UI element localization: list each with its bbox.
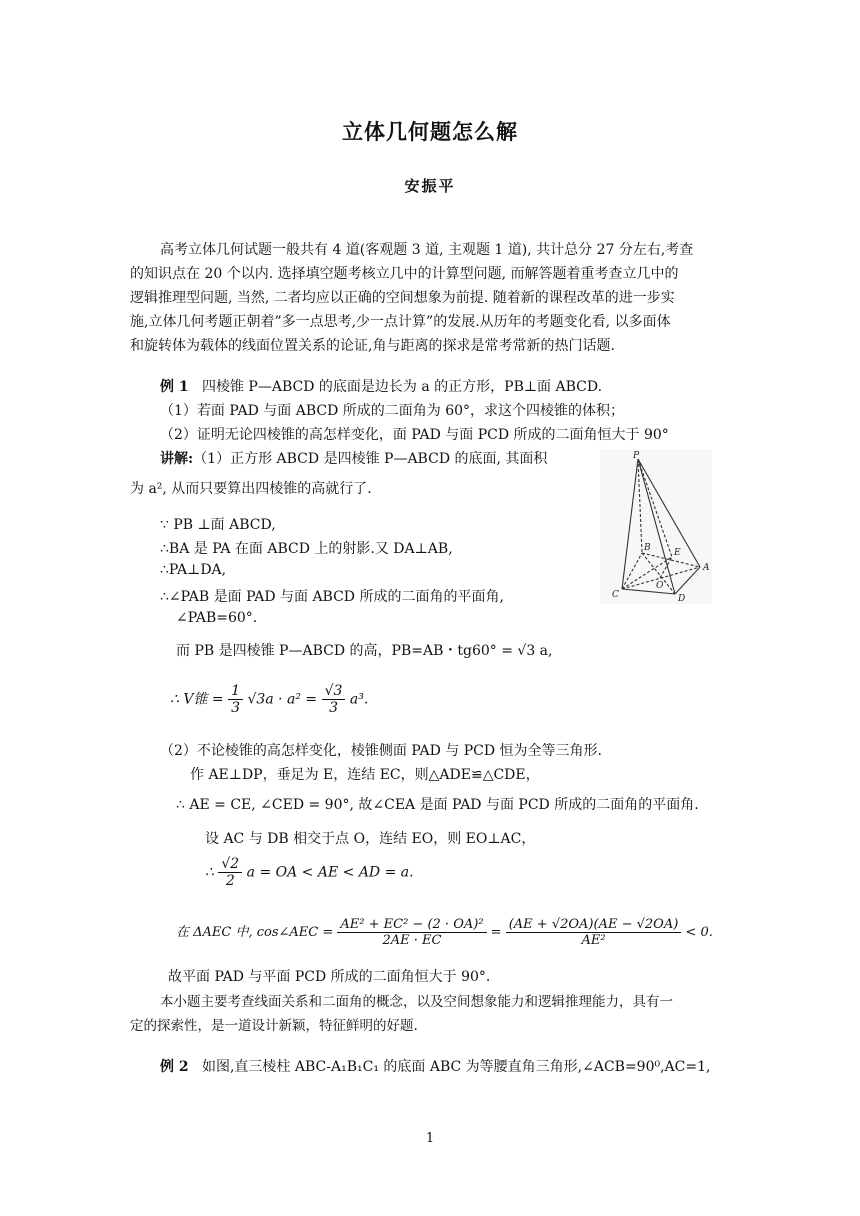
example1-statement: 四棱锥 P—ABCD 的底面是边长为 a 的正方形，PB⊥面 ABCD. bbox=[201, 379, 603, 395]
intro-line-5: 和旋转体为载体的线面位置关系的论证,角与距离的探求是常考常新的热门话题. bbox=[130, 338, 615, 354]
intro-line-2: 的知识点在 20 个以内. 选择填空题考核立几中的计算型问题, 而解答题着重考查立几中的 bbox=[130, 266, 679, 282]
volume-fraction-1-num: 1 bbox=[228, 683, 243, 700]
inequality-fraction bbox=[218, 856, 242, 889]
conclusion-line: 故平面 PAD 与平面 PCD 所成的二面角恒大于 90°. bbox=[168, 969, 491, 985]
part2-line-2: 作 AE⊥DP，垂足为 E，连结 EC，则△ADE≌△CDE， bbox=[190, 767, 540, 783]
cosine-fraction-2-den: AE² bbox=[581, 933, 606, 948]
solution-line-1 bbox=[160, 448, 547, 468]
volume-end: a³. bbox=[349, 691, 369, 708]
figure-label-d: D bbox=[678, 594, 686, 604]
volume-formula bbox=[170, 683, 368, 716]
example2-heading bbox=[160, 1056, 710, 1076]
example1-question-1: （1）若面 PAD 与面 ABCD 所成的二面角为 60°，求这个四棱锥的体积； bbox=[160, 403, 625, 419]
inequality-fraction-num: √2 bbox=[218, 856, 242, 873]
volume-middle: √3a · a² = bbox=[247, 691, 318, 708]
inequality-formula bbox=[205, 856, 414, 889]
example1-question-2: （2）证明无论四棱锥的高怎样变化，面 PAD 与面 PCD 所成的二面角恒大于 90° bbox=[160, 427, 669, 443]
part2-line-3: ∴ AE = CE, ∠CED = 90°, 故∠CEA 是面 PAD 与面 PCD 所成的二面角的平面角. bbox=[176, 797, 699, 813]
inequality-fraction-den: 2 bbox=[225, 873, 235, 889]
cosine-fraction-1-num: AE² + EC² − (2 · OA)² bbox=[337, 917, 486, 933]
volume-fraction-1-den: 3 bbox=[231, 700, 241, 716]
example1-heading bbox=[160, 376, 602, 396]
example1-label: 例 1 bbox=[160, 379, 189, 395]
solution-line-6: ∴∠PAB 是面 PAD 与面 ABCD 所成的二面角的平面角, bbox=[160, 589, 504, 605]
intro-line-3: 逻辑推理型问题, 当然, 二者均应以正确的空间想象为前提. 随着新的课程改革的进一步实 bbox=[130, 290, 675, 306]
volume-fraction-2 bbox=[322, 683, 346, 716]
cosine-fraction-2 bbox=[506, 917, 682, 948]
example2-statement: 如图,直三棱柱 ABC-A₁B₁C₁ 的底面 ABC 为等腰直角三角形,∠ACB=90⁰,AC=1, bbox=[201, 1059, 711, 1075]
solution-line-8: 而 PB 是四棱锥 P—ABCD 的高，PB=AB・tg60° = √3 a, bbox=[176, 643, 553, 659]
cosine-formula bbox=[176, 917, 713, 948]
solution-label: 讲解: bbox=[160, 451, 194, 467]
cosine-end: < 0. bbox=[685, 925, 713, 940]
solution-line-3: ∵ PB ⊥面 ABCD, bbox=[160, 517, 276, 533]
example2-label: 例 2 bbox=[160, 1059, 189, 1075]
author-name: 安振平 bbox=[404, 177, 456, 195]
figure-label-o: O bbox=[656, 581, 664, 591]
comment-line-1: 本小题主要考查线面关系和二面角的概念，以及空间想象能力和逻辑推理能力，具有一 bbox=[160, 994, 673, 1010]
pyramid-diagram bbox=[600, 449, 712, 604]
comment-line-2: 定的探索性，是一道设计新颖，特征鲜明的好题. bbox=[130, 1018, 418, 1034]
cosine-fraction-1 bbox=[337, 917, 486, 948]
intro-line-1: 高考立体几何试题一般共有 4 道(客观题 3 道, 主观题 1 道), 共计总分 27 分左右,考查 bbox=[160, 242, 694, 258]
volume-prefix: ∴ V锥 = bbox=[170, 691, 224, 708]
inequality-prefix: ∴ bbox=[205, 864, 214, 881]
figure-label-b: B bbox=[644, 543, 651, 553]
solution-line-7: ∠PAB=60°. bbox=[176, 610, 258, 626]
figure-label-a: A bbox=[703, 563, 710, 573]
volume-fraction-2-num: √3 bbox=[322, 683, 346, 700]
cosine-prefix: 在 ΔAEC 中, cos∠AEC = bbox=[176, 925, 334, 940]
pyramid-figure bbox=[600, 449, 712, 604]
solution-line-5: ∴PA⊥DA, bbox=[160, 562, 227, 578]
cosine-equals: = bbox=[490, 925, 502, 940]
figure-label-p: P bbox=[633, 451, 640, 461]
cosine-fraction-2-num: (AE + √2OA)(AE − √2OA) bbox=[506, 917, 682, 933]
page-number: 1 bbox=[425, 1131, 435, 1146]
solution-text-1: （1）正方形 ABCD 是四棱锥 P—ABCD 的底面, 其面积 bbox=[193, 451, 548, 467]
intro-line-4: 施,立体几何考题正朝着”多一点思考,少一点计算”的发展.从历年的考题变化看, 以多面体 bbox=[130, 314, 671, 330]
volume-fraction-2-den: 3 bbox=[329, 700, 338, 716]
solution-line-4: ∴BA 是 PA 在面 ABCD 上的射影.又 DA⊥AB, bbox=[160, 541, 453, 557]
solution-line-2: 为 a², 从而只要算出四棱锥的高就行了. bbox=[130, 481, 372, 497]
figure-label-e: E bbox=[674, 548, 681, 558]
figure-label-c: C bbox=[612, 590, 619, 600]
cosine-fraction-1-den: 2AE · EC bbox=[382, 933, 442, 948]
page-title: 立体几何题怎么解 bbox=[342, 119, 518, 144]
part2-line-4: 设 AC 与 DB 相交于点 O，连结 EO，则 EO⊥AC， bbox=[205, 831, 536, 847]
inequality-rest: a = OA < AE < AD = a. bbox=[246, 864, 414, 881]
part2-line-1: （2）不论棱锥的高怎样变化，棱锥侧面 PAD 与 PCD 恒为全等三角形. bbox=[160, 743, 602, 759]
volume-fraction-1 bbox=[228, 683, 243, 716]
